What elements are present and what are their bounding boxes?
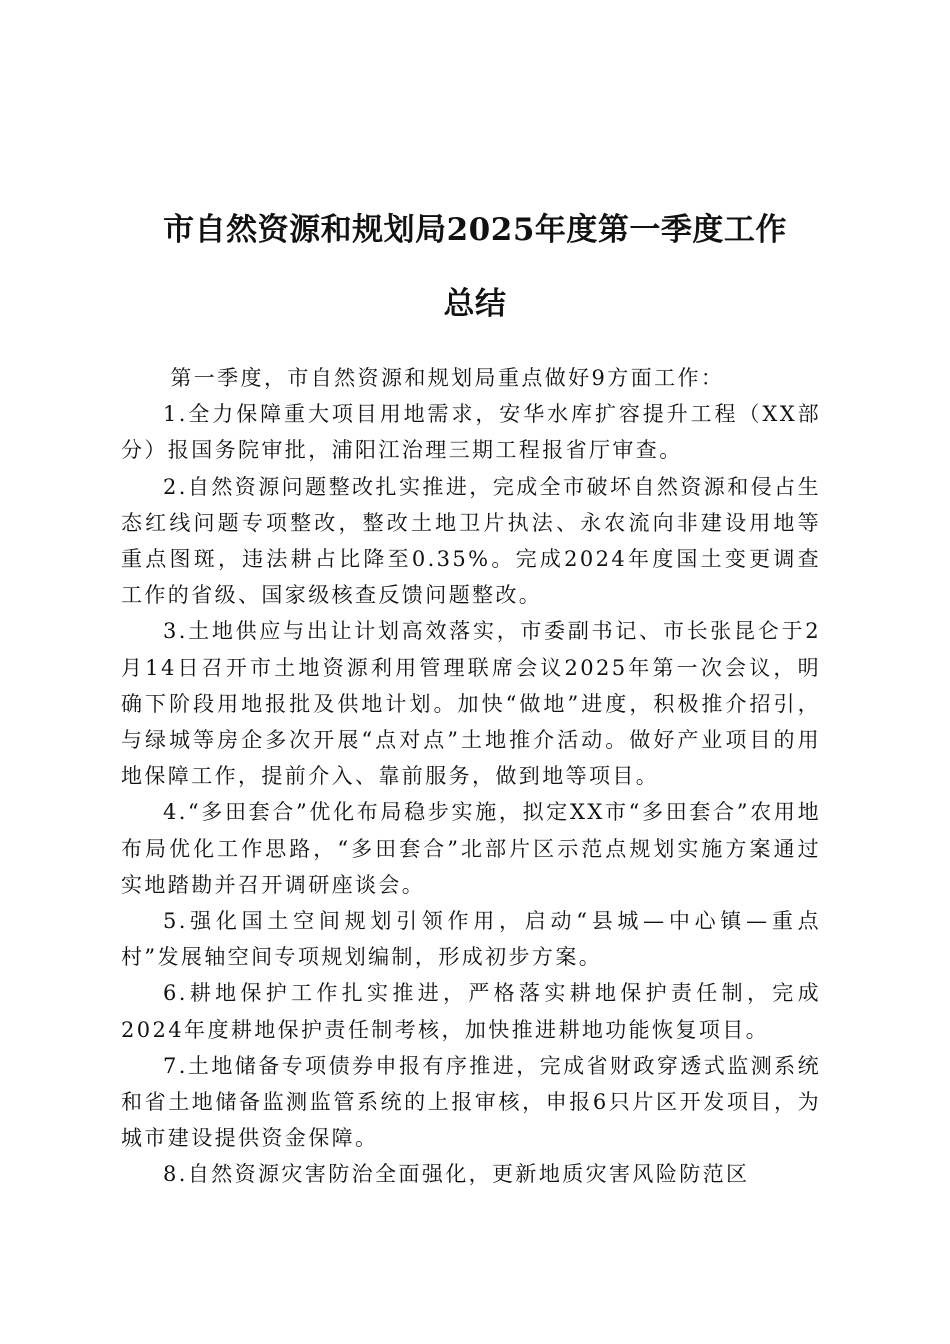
- document-title: [118, 193, 832, 341]
- paragraph-6: 6.耕地保护工作扎实推进，严格落实耕地保护责任制，完成2024年度耕地保护责任制考核，加快推进耕地功能恢复项目。: [121, 981, 821, 1042]
- paragraph-4: 4.“多田套合”优化布局稳步实施，拟定XX市“多田套合”农用地布局优化工作思路，“多田套合”北部片区示范点规划实施方案通过实地踏勘并召开调研座谈会。: [121, 800, 821, 897]
- paragraph-2: 2.自然资源问题整改扎实推进，完成全市破坏自然资源和侵占生态红线问题专项整改，整改土地卫片执法、永农流向非建设用地等重点图斑，违法耕占比降至0.35%。完成2024年度国土变更调查工作的省级、国家级核查反馈问题整改。: [121, 474, 821, 608]
- paragraph-1: 1.全力保障重大项目用地需求，安华水库扩容提升工程（XX部分）报国务院审批，浦阳江治理三期工程报省厅审查。: [121, 402, 821, 463]
- paragraph-7: 7.土地储备专项债券申报有序推进，完成省财政穿透式监测系统和省土地储备监测监管系统的上报审核，申报6只片区开发项目，为城市建设提供资金保障。: [121, 1053, 821, 1151]
- paragraph-5: 5.强化国土空间规划引领作用，启动“县城—中心镇—重点村”发展轴空间专项规划编制，形成初步方案。: [121, 909, 821, 970]
- paragraph-8: 8.自然资源灾害防治全面强化，更新地质灾害风险防范区: [163, 1162, 750, 1187]
- paragraph-3: 3.土地供应与出让计划高效落实，市委副书记、市长张昆仑于2月14日召开市土地资源利用管理联席会议2025年第一次会议，明确下阶段用地报批及供地计划。加快“做地”进度，积极推介招引，与绿城等房企多次开展“点对点”土地推介活动。做好产业项目的用地保障工作，提前介入、靠前服务，做到地等项目。: [121, 619, 821, 789]
- intro-paragraph: 第一季度，市自然资源和规划局重点做好9方面工作：: [170, 366, 725, 390]
- title-line-1: 市自然资源和规划局2025年度第一季度工作: [163, 212, 787, 248]
- title-line-2: 总结: [443, 286, 507, 322]
- document-body: [121, 360, 821, 1193]
